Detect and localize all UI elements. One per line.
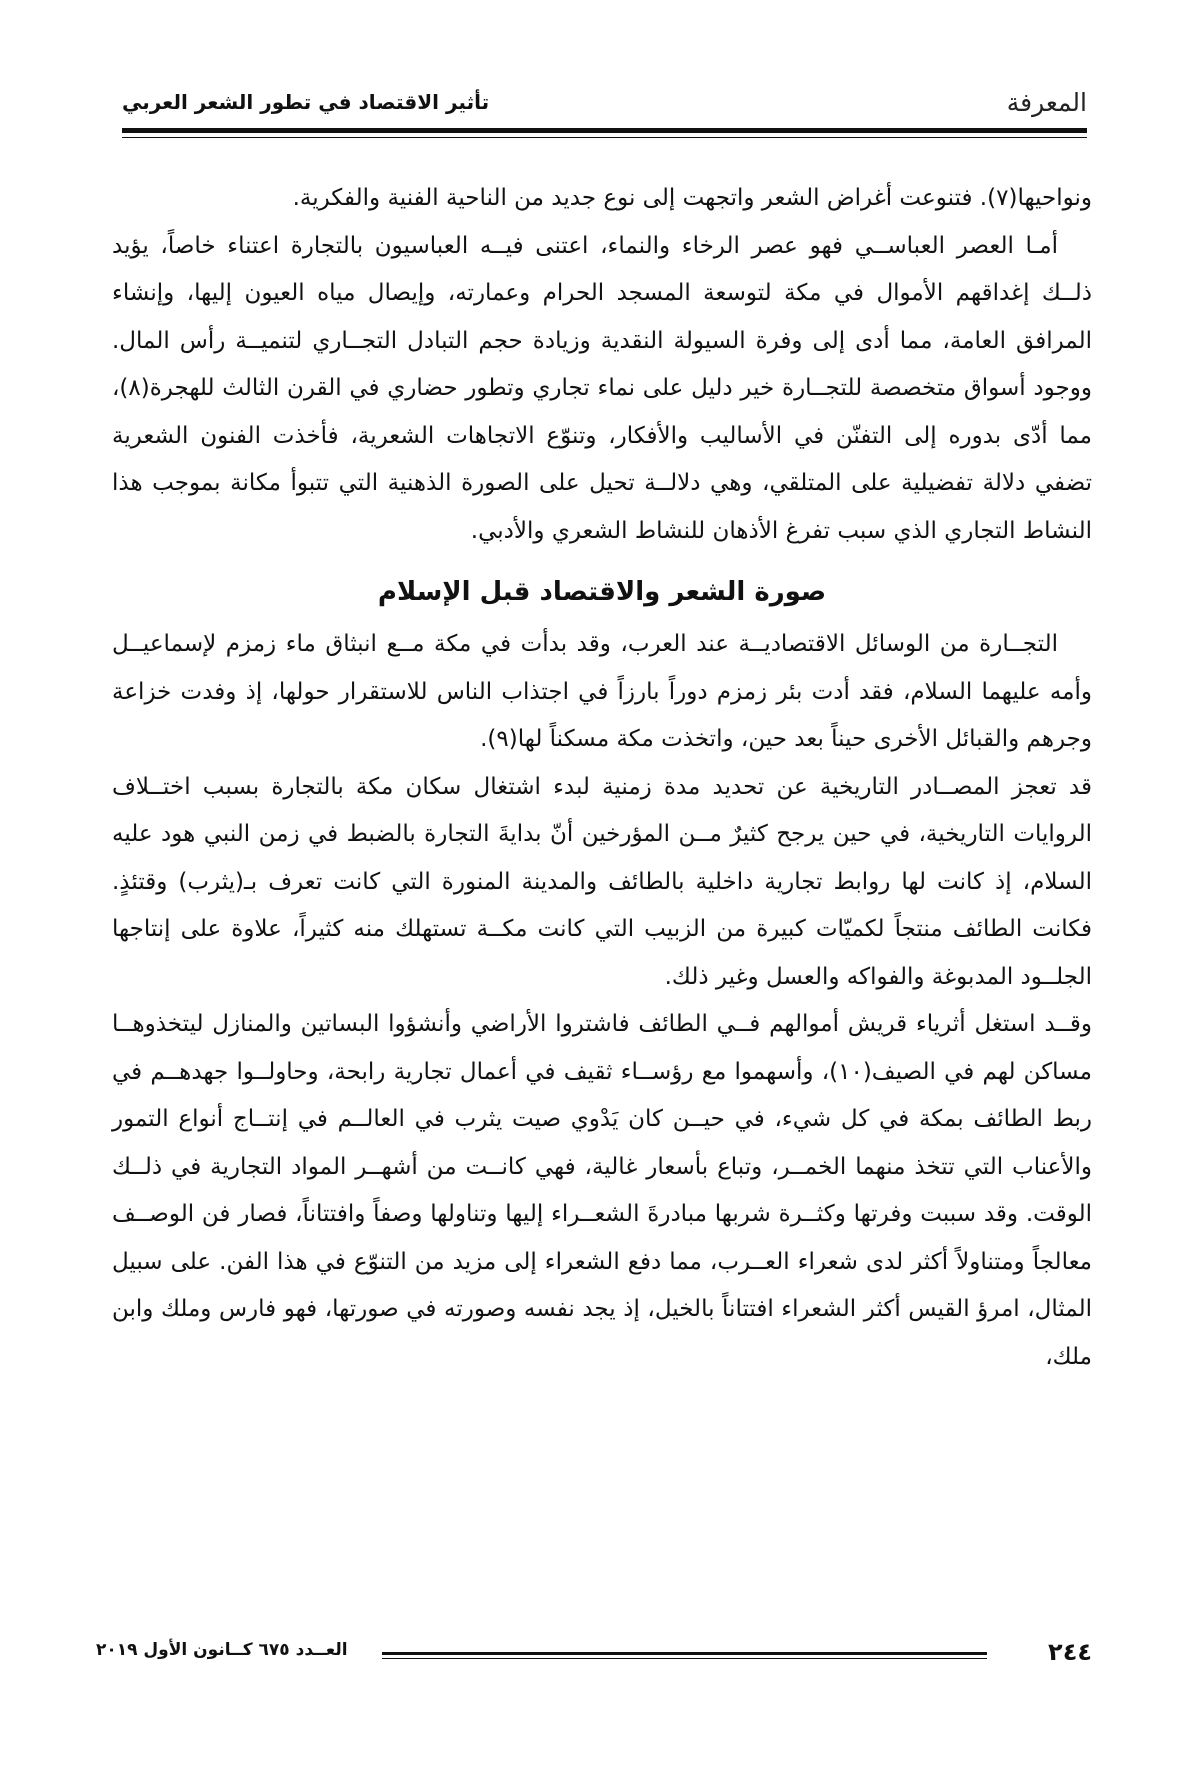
- paragraph: التجــارة من الوسائل الاقتصاديــة عند العرب، وقد بدأت في مكة مــع انبثاق ماء زمزم لإسماعيــل وأمه عليهما السلام، فقد أدت بئر زمزم دوراً بارزاً في اجتذاب الناس للاستقرار حولها، إذ وفدت خزاعة وجرهم والقبائل الأخرى حيناً بعد حين، واتخذت مكة مسكناً لها(٩).: [112, 631, 1092, 752]
- issue-info: العــدد ٦٧٥ كــانون الأول ٢٠١٩: [96, 1640, 348, 1660]
- paragraph: وقــد استغل أثرياء قريش أموالهم فــي الطائف فاشتروا الأراضي وأنشؤوا البساتين والمنازل ليتخذوهــا مساكن لهم في الصيف(١٠)، وأسهموا مع رؤســاء ثقيف في أعمال تجارية رابحة، وحاولــوا جهدهــم في ربط الطائف بمكة في كل شيء، في حيــن كان يَدْوي صيت يثرب في العالــم في إنتــاج أنواع التمور والأعناب التي تتخذ منهما الخمــر، وتباع بأسعار غالية، فهي كانــت من أشهــر المواد التجارية في ذلــك الوقت. وقد سببت وفرتها وكثــرة شربها مبادرةَ الشعــراء إليها وتناولها وصفاً وافتتاناً، فصار فن الوصــف معالجاً ومتناولاً أكثر لدى شعراء العــرب، مما دفع الشعراء إلى مزيد من التنوّع في هذا الفن. على سبيل المثال، امرؤ القيس أكثر الشعراء افتتاناً بالخيل، إذ يجد نفسه وصورته في صورتها، فهو فارس وملك وابن ملك،: [112, 1011, 1092, 1370]
- header-rule: [122, 128, 1087, 133]
- footer-rule-thin: [382, 1658, 987, 1659]
- footer-rule: [382, 1652, 987, 1655]
- article-body: [112, 175, 1092, 1381]
- page-number: ٢٤٤: [1048, 1638, 1092, 1666]
- page-footer: [96, 1636, 1092, 1672]
- header-rule-thin: [122, 137, 1087, 138]
- paragraph: أمـا العصر العباســي فهو عصر الرخاء والنماء، اعتنى فيــه العباسيون بالتجارة اعتناء خاصاً، يؤيد ذلــك إغداقهم الأموال في مكة لتوسعة المسجد الحرام وعمارته، وإيصال مياه العيون إليها، وإنشاء المرافق العامة، مما أدى إلى وفرة السيولة النقدية وزيادة حجم التبادل التجــاري لتنميــة رأس المال. ووجود أسواق متخصصة للتجــارة خير دليل على نماء تجاري وتطور حضاري في القرن الثالث للهجرة(٨)، مما أدّى بدوره إلى التفنّن في الأساليب والأفكار، وتنوّع الاتجاهات الشعرية، فأخذت الفنون الشعرية تضفي دلالة تفضيلية على المتلقي، وهي دلالــة تحيل على الصورة الذهنية التي تتبوأ مكانة بموجب هذا النشاط التجاري الذي سبب تفرغ الأذهان للنشاط الشعري والأدبي.: [112, 232, 1092, 544]
- running-header: [122, 82, 1087, 132]
- paragraph: قد تعجز المصــادر التاريخية عن تحديد مدة زمنية لبدء اشتغال سكان مكة بالتجارة بسبب اختــلاف الروايات التاريخية، في حين يرجح كثيرٌ مــن المؤرخين أنّ بدايةَ التجارة بالضبط في زمن النبي هود عليه السلام، إذ كانت لها روابط تجارية داخلية بالطائف والمدينة المنورة التي كانت تعرف بـ(يثرب) وقتئذٍ. فكانت الطائف منتجاً لكميّات كبيرة من الزبيب التي كانت مكــة تستهلك منه كثيراً، علاوة على إنتاجها الجلــود المدبوغة والفواكه والعسل وغير ذلك.: [112, 773, 1092, 990]
- article-title: تأثير الاقتصاد في تطور الشعر العربي: [122, 90, 490, 114]
- paragraph: ونواحيها(٧). فتنوعت أغراض الشعر واتجهت إلى نوع جديد من الناحية الفنية والفكرية.: [292, 185, 1092, 211]
- journal-logo: المعرفة: [1006, 88, 1087, 117]
- section-heading: صورة الشعر والاقتصاد قبل الإسلام: [377, 577, 827, 607]
